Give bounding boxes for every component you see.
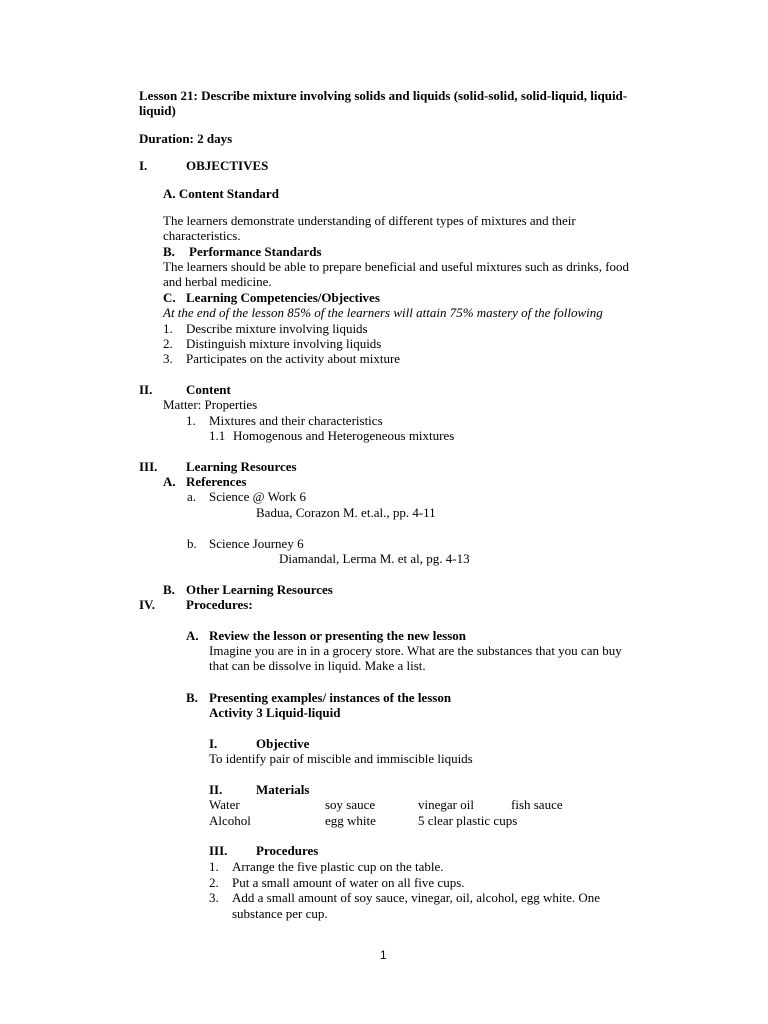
activity-objective-number: I.: [209, 736, 218, 751]
objective-2-number: 2.: [163, 336, 173, 351]
procedures-heading: Procedures: [256, 843, 319, 858]
performance-standards-text-2: and herbal medicine.: [163, 274, 272, 289]
examples-number: B.: [186, 690, 198, 705]
step-1-text: Arrange the five plastic cup on the table.: [232, 859, 444, 874]
references-number: A.: [163, 474, 176, 489]
lesson-title-line2: liquid): [139, 103, 176, 118]
activity-title: Activity 3 Liquid-liquid: [209, 705, 341, 720]
section-2-number: II.: [139, 382, 153, 397]
step-3-number: 3.: [209, 890, 219, 905]
materials-heading: Materials: [256, 782, 310, 797]
step-2-text: Put a small amount of water on all five cups.: [232, 875, 465, 890]
objective-1-text: Describe mixture involving liquids: [186, 321, 368, 336]
performance-standards-text-1: The learners should be able to prepare beneficial and useful mixtures such as drinks, food: [163, 259, 630, 274]
step-2-number: 2.: [209, 875, 219, 890]
other-resources-number: B.: [163, 582, 175, 597]
material-item: soy sauce: [325, 797, 376, 812]
section-4-title: Procedures:: [186, 597, 253, 612]
other-resources-heading: Other Learning Resources: [186, 582, 333, 597]
section-1-title: OBJECTIVES: [186, 158, 269, 173]
content-topic: Matter: Properties: [163, 397, 258, 412]
content-subitem-text: Homogenous and Heterogeneous mixtures: [233, 428, 455, 443]
content-standard-text-1: The learners demonstrate understanding of different types of mixtures and their: [163, 213, 576, 228]
step-3-text: Add a small amount of soy sauce, vinegar, oil, alcohol, egg white. One: [232, 890, 601, 905]
material-item: Alcohol: [209, 813, 251, 828]
step-1-number: 1.: [209, 859, 219, 874]
material-item: fish sauce: [511, 797, 563, 812]
materials-number: II.: [209, 782, 223, 797]
review-number: A.: [186, 628, 199, 643]
objective-3-number: 3.: [163, 351, 173, 366]
review-text-2: that can be dissolve in liquid. Make a list.: [209, 658, 426, 673]
content-subitem-number: 1.1: [209, 428, 226, 443]
material-item: egg white: [325, 813, 376, 828]
step-3-continuation: substance per cup.: [232, 906, 328, 921]
content-standard-heading: A. Content Standard: [163, 186, 279, 201]
section-4-number: IV.: [139, 597, 156, 612]
objective-1-number: 1.: [163, 321, 173, 336]
lesson-title-line1: Lesson 21: Describe mixture involving solids and liquids (solid-solid, solid-liquid, liquid-: [139, 88, 628, 103]
reference-b-author: Diamandal, Lerma M. et al, pg. 4-13: [279, 551, 470, 566]
reference-a-author: Badua, Corazon M. et.al., pp. 4-11: [256, 505, 436, 520]
reference-a-number: a.: [187, 489, 197, 504]
content-item-text: Mixtures and their characteristics: [209, 413, 383, 428]
section-1-number: I.: [139, 158, 148, 173]
review-text-1: Imagine you are in in a grocery store. What are the substances that you can buy: [209, 643, 622, 658]
competencies-intro: At the end of the lesson 85% of the learners will attain 75% mastery of the following: [163, 305, 603, 320]
section-3-number: III.: [139, 459, 158, 474]
content-standard-text-2: characteristics.: [163, 228, 241, 243]
competencies-heading: Learning Competencies/Objectives: [186, 290, 380, 305]
material-item: vinegar oil: [418, 797, 474, 812]
procedures-number: III.: [209, 843, 228, 858]
material-item: 5 clear plastic cups: [418, 813, 518, 828]
reference-a-title: Science @ Work 6: [209, 489, 306, 504]
activity-objective-heading: Objective: [256, 736, 310, 751]
reference-b-title: Science Journey 6: [209, 536, 304, 551]
duration: Duration: 2 days: [139, 131, 233, 146]
objective-2-text: Distinguish mixture involving liquids: [186, 336, 382, 351]
competencies-number: C.: [163, 290, 176, 305]
material-item: Water: [209, 797, 240, 812]
section-3-title: Learning Resources: [186, 459, 297, 474]
examples-heading: Presenting examples/ instances of the lesson: [209, 690, 452, 705]
activity-objective-text: To identify pair of miscible and immiscible liquids: [209, 751, 473, 766]
objective-3-text: Participates on the activity about mixture: [186, 351, 401, 366]
performance-standards-heading: Performance Standards: [189, 244, 322, 259]
references-heading: References: [186, 474, 247, 489]
section-2-title: Content: [186, 382, 231, 397]
review-heading: Review the lesson or presenting the new lesson: [209, 628, 466, 643]
page-number: 1: [380, 948, 387, 962]
performance-standards-number: B.: [163, 244, 175, 259]
reference-b-number: b.: [187, 536, 197, 551]
content-item-number: 1.: [186, 413, 196, 428]
